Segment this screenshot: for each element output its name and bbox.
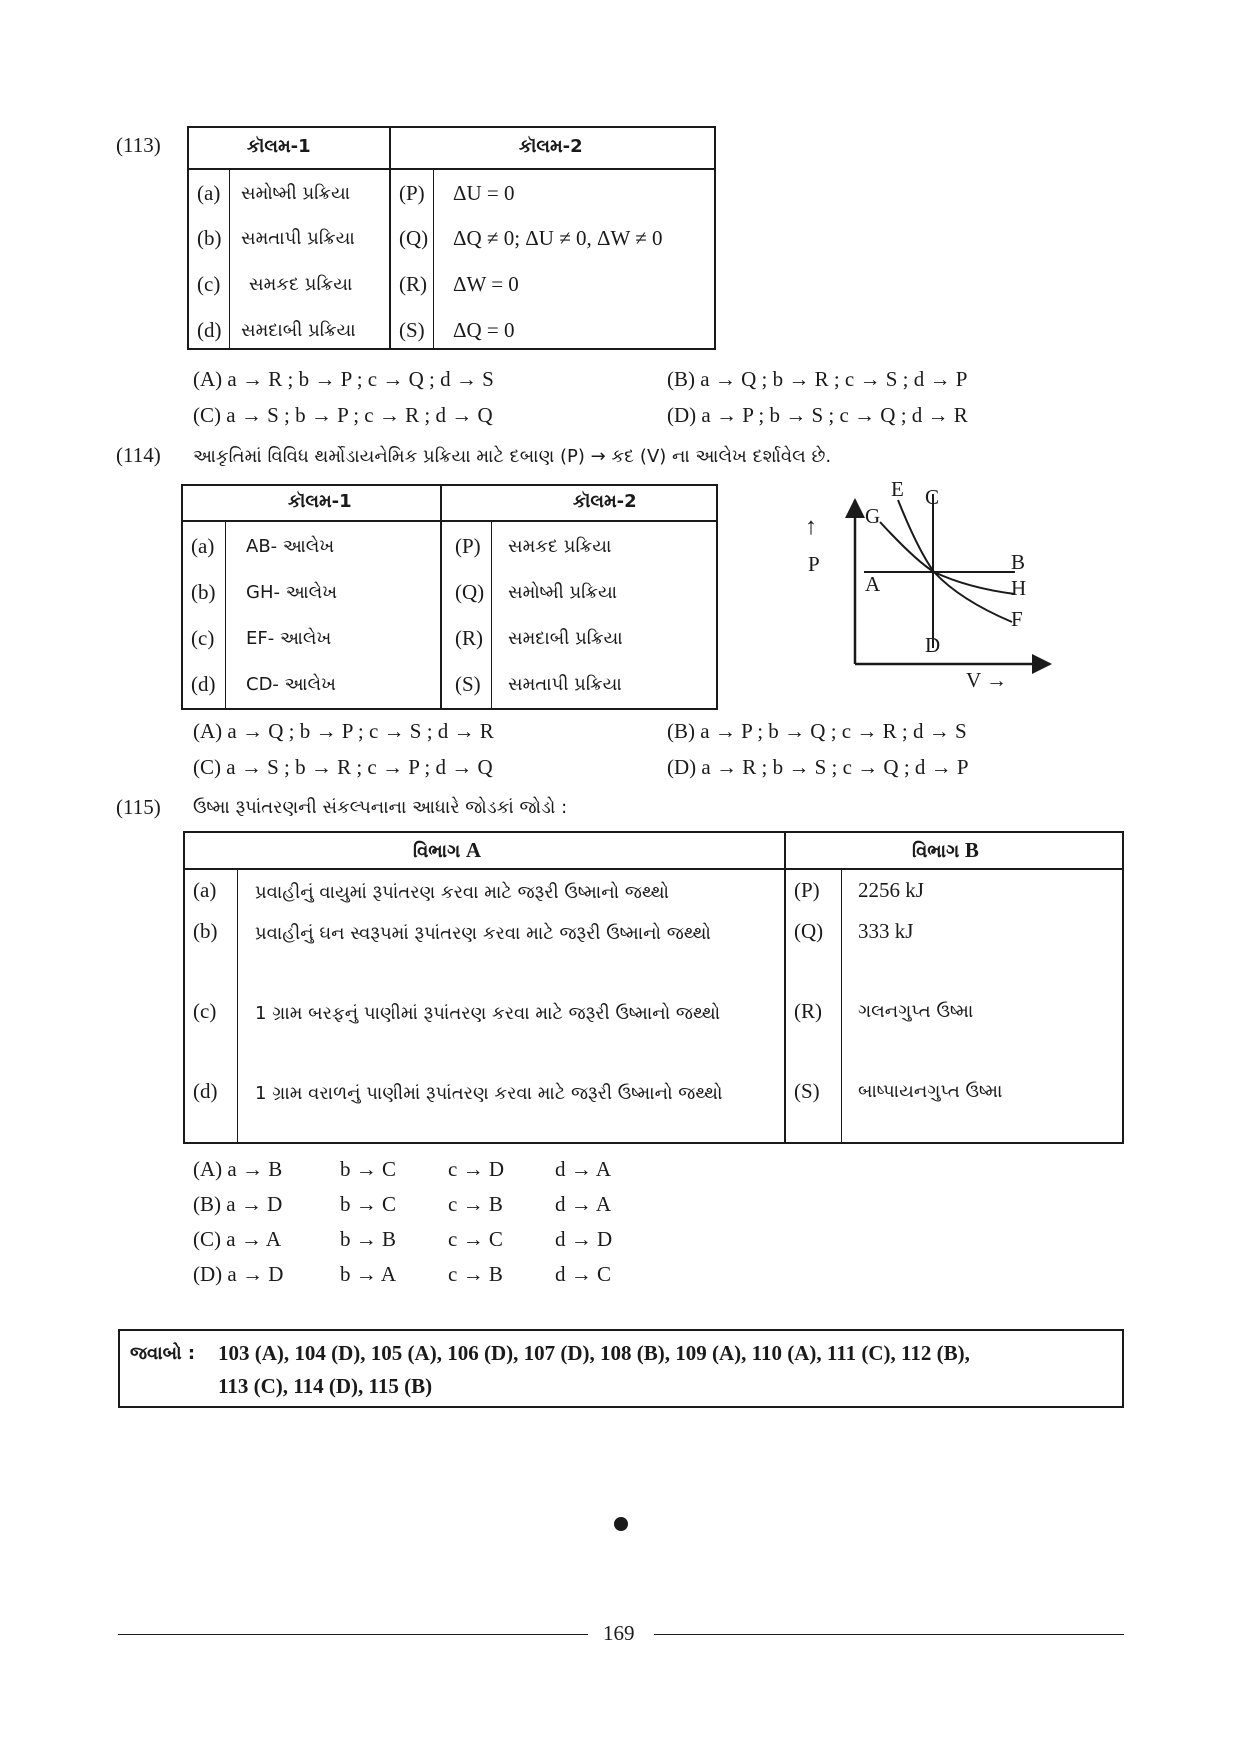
footer-rule-left xyxy=(118,1634,588,1635)
table-header xyxy=(185,833,1122,870)
row-label: (b) xyxy=(193,919,218,943)
row-label: (P) xyxy=(794,878,820,902)
y-axis-label: P xyxy=(808,552,820,576)
row-text: CD- આલેખ xyxy=(246,674,336,695)
column-2-header xyxy=(912,838,979,863)
row-label: (S) xyxy=(455,672,481,696)
option-b-c: c → B xyxy=(448,1192,503,1216)
option-b: (B) a → D xyxy=(193,1192,283,1216)
column-1-header: કૉલમ-1 xyxy=(288,491,352,512)
row-text: સમકદ પ્રક્રિયા xyxy=(508,536,612,557)
option-b: (B) a → Q ; b → R ; c → S ; d → P xyxy=(667,367,968,391)
option-a-c: c → D xyxy=(448,1157,504,1181)
row-text: ΔQ ≠ 0; ΔU ≠ 0, ΔW ≠ 0 xyxy=(453,226,663,250)
curve-gh xyxy=(880,522,1015,594)
row-label: (d) xyxy=(197,318,222,342)
row-label: (P) xyxy=(399,181,425,205)
column-2-header: કૉલમ-2 xyxy=(573,491,637,512)
option-b-d: d → A xyxy=(555,1192,612,1216)
row-text: સમોષ્મી પ્રક્રિયા xyxy=(241,183,351,204)
row-label: (R) xyxy=(794,999,822,1023)
point-label-a: A xyxy=(865,572,881,596)
page-number: 169 xyxy=(603,1621,635,1645)
column-1-header: કૉલમ-1 xyxy=(247,136,311,157)
option-c: (C) a → S ; b → R ; c → P ; d → Q xyxy=(193,755,493,779)
point-label-e: E xyxy=(891,477,904,501)
row-text: EF- આલેખ xyxy=(246,628,332,649)
row-label: (Q) xyxy=(455,580,485,604)
option-d-b: b → A xyxy=(340,1262,397,1286)
option-c: (C) a → A xyxy=(193,1227,282,1251)
row-text: 333 kJ xyxy=(858,919,914,943)
row-text: પ્રવાહીનું વાયુમાં રૂપાંતરણ કરવા માટે જરૂરી ઉષ્માનો જથ્થો xyxy=(255,882,670,903)
column-1-header-letter: A xyxy=(465,838,481,862)
curve-ef xyxy=(898,500,1012,622)
match-table-115 xyxy=(183,831,1124,1144)
row-label: (a) xyxy=(191,534,215,558)
row-label: (c) xyxy=(191,626,215,650)
column-divider xyxy=(389,128,391,348)
option-a: (A) a → B xyxy=(193,1157,283,1181)
option-d-c: c → B xyxy=(448,1262,503,1286)
row-text: 2256 kJ xyxy=(858,878,924,902)
point-label-c: C xyxy=(925,485,940,509)
column-divider xyxy=(433,168,434,348)
match-table-113 xyxy=(187,126,716,350)
footer-rule-right xyxy=(654,1634,1124,1635)
answer-key-box xyxy=(118,1329,1124,1408)
column-divider xyxy=(237,868,238,1142)
answer-key-label: જવાબો : xyxy=(130,1343,196,1364)
column-divider xyxy=(225,520,226,708)
column-1-header xyxy=(413,838,481,863)
option-d-d: d → C xyxy=(555,1262,612,1286)
match-table-114 xyxy=(181,484,718,710)
option-c-d: d → D xyxy=(555,1227,613,1251)
option-a-b: b → C xyxy=(340,1157,397,1181)
column-2-header: કૉલમ-2 xyxy=(519,136,583,157)
option-a-d: d → A xyxy=(555,1157,612,1181)
section-end-bullet xyxy=(614,1517,628,1531)
option-b: (B) a → P ; b → Q ; c → R ; d → S xyxy=(667,719,967,743)
question-number: (115) xyxy=(116,795,161,819)
option-d: (D) a → R ; b → S ; c → Q ; d → P xyxy=(667,755,969,779)
option-b-b: b → C xyxy=(340,1192,397,1216)
column-2-header-text: વિભાગ xyxy=(912,841,960,862)
row-label: (R) xyxy=(455,626,483,650)
option-a: (A) a → Q ; b → P ; c → S ; d → R xyxy=(193,719,494,743)
row-label: (c) xyxy=(193,999,217,1023)
row-label: (b) xyxy=(191,580,216,604)
column-2-header-letter: B xyxy=(964,838,979,862)
column-divider xyxy=(229,168,230,348)
column-divider xyxy=(784,833,786,1142)
row-text: AB- આલેખ xyxy=(246,536,335,557)
question-text: ઉષ્મા રૂપાંતરણની સંકલ્પનાના આધારે જોડકાં જોડો : xyxy=(193,797,568,818)
point-label-f: F xyxy=(1011,607,1023,631)
row-label: (Q) xyxy=(399,226,429,250)
column-1-header-text: વિભાગ xyxy=(413,841,461,862)
row-label: (R) xyxy=(399,272,427,296)
option-d: (D) a → P ; b → S ; c → Q ; d → R xyxy=(667,403,968,427)
row-text: બાષ્પાયનગુપ્ત ઉષ્મા xyxy=(858,1081,1003,1102)
column-divider xyxy=(491,520,492,708)
row-text: GH- આલેખ xyxy=(246,582,337,603)
answer-key-line-1: 103 (A), 104 (D), 105 (A), 106 (D), 107 (D), 108 (B), 109 (A), 110 (A), 111 (C), 112 (B), xyxy=(218,1341,970,1365)
question-text: આકૃતિમાં વિવિધ થર્મોડાયનેમિક પ્રક્રિયા માટે દબાણ (P) → કદ (V) ના આલેખ દર્શાવેલ છે. xyxy=(193,446,832,467)
row-label: (b) xyxy=(197,226,222,250)
row-text: ΔU = 0 xyxy=(453,181,515,205)
y-axis-arrow: ↑ xyxy=(805,514,817,540)
answer-key-line-2: 113 (C), 114 (D), 115 (B) xyxy=(218,1374,433,1398)
option-c-c: c → C xyxy=(448,1227,503,1251)
row-label: (P) xyxy=(455,534,481,558)
row-text: સમકદ પ્રક્રિયા xyxy=(249,274,353,295)
column-divider xyxy=(841,868,842,1142)
option-c: (C) a → S ; b → P ; c → R ; d → Q xyxy=(193,403,493,427)
row-label: (d) xyxy=(193,1079,218,1103)
row-text: 1 ગ્રામ બરફનું પાણીમાં રૂપાંતરણ કરવા માટે જરૂરી ઉષ્માનો જથ્થો xyxy=(255,1003,721,1024)
row-label: (a) xyxy=(193,878,217,902)
point-label-b: B xyxy=(1011,550,1026,574)
option-d: (D) a → D xyxy=(193,1262,284,1286)
row-label: (S) xyxy=(794,1079,820,1103)
row-label: (a) xyxy=(197,181,221,205)
row-text: સમતાપી પ્રક્રિયા xyxy=(508,674,622,695)
column-divider xyxy=(440,486,442,708)
row-text: સમોષ્મી પ્રક્રિયા xyxy=(508,582,618,603)
point-label-h: H xyxy=(1011,576,1027,600)
row-text: ગલનગુપ્ત ઉષ્મા xyxy=(858,1001,974,1022)
question-number: (114) xyxy=(116,443,161,467)
row-text: સમદાબી પ્રક્રિયા xyxy=(241,320,356,341)
row-text: સમતાપી પ્રક્રિયા xyxy=(241,228,355,249)
question-number: (113) xyxy=(116,133,161,157)
option-a: (A) a → R ; b → P ; c → Q ; d → S xyxy=(193,367,494,391)
x-axis-label: V → xyxy=(966,668,1008,692)
row-label: (Q) xyxy=(794,919,824,943)
point-label-g: G xyxy=(865,504,881,528)
row-label: (S) xyxy=(399,318,425,342)
row-label: (d) xyxy=(191,672,216,696)
row-label: (c) xyxy=(197,272,221,296)
point-label-d: D xyxy=(925,633,941,657)
row-text: ΔQ = 0 xyxy=(453,318,515,342)
option-c-b: b → B xyxy=(340,1227,397,1251)
row-text: 1 ગ્રામ વરાળનું પાણીમાં રૂપાંતરણ કરવા માટે જરૂરી ઉષ્માનો જથ્થો xyxy=(255,1083,723,1104)
row-text: પ્રવાહીનું ઘન સ્વરૂપમાં રૂપાંતરણ કરવા માટે જરૂરી ઉષ્માનો જથ્થો xyxy=(255,923,711,944)
row-text: ΔW = 0 xyxy=(453,272,519,296)
row-text: સમદાબી પ્રક્રિયા xyxy=(508,628,623,649)
